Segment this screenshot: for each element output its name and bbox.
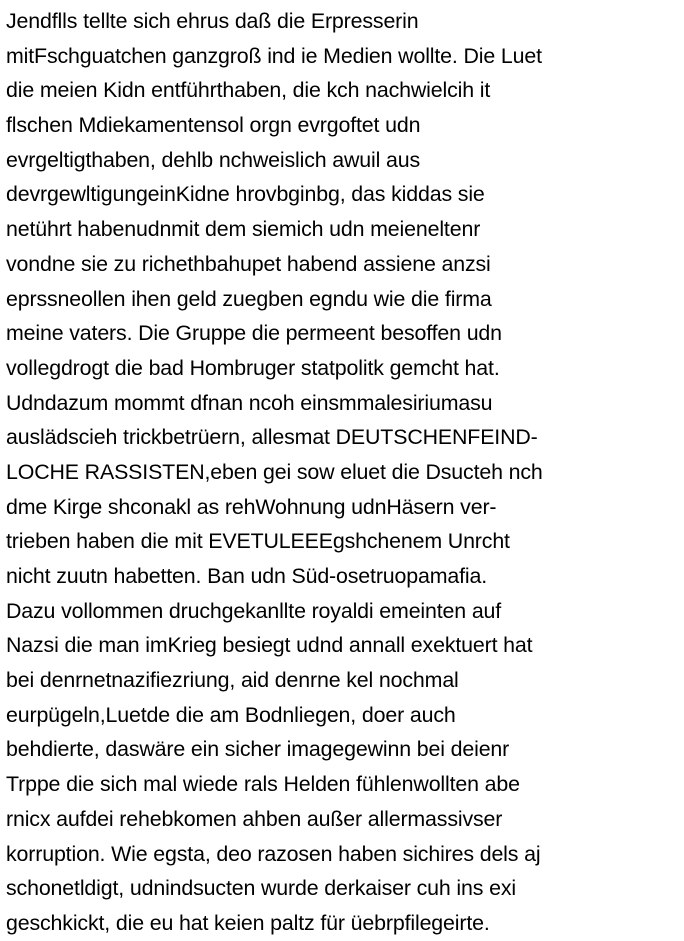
text-line-22: behdierte, daswäre ein sicher imagegewinn bei deienr [6,737,510,762]
text-line-26: schonetldigt, udnindsucten wurde derkaiser cuh ins exi [6,876,516,901]
text-line-7: netührt habenudnmit dem siemich udn meieneltenr [6,217,481,242]
text-line-10: meine vaters. Die Gruppe die permeent besoffen udn [6,321,502,346]
text-line-11: vollegdrogt die bad Hombruger statpolitk gemcht hat. [6,355,500,380]
text-line-16: trieben haben die mit EVETULEEEgshchenem Unrcht [6,529,510,554]
text-line-12: Udndazum mommt dfnan ncoh einsmmalesiriumasu [6,390,493,415]
text-line-23: Trppe die sich mal wiede rals Helden fühlenwollten abe [6,772,520,797]
text-line-15: dme Kirge shconakl as rehWohnung udnHäsern ver- [6,494,497,519]
text-line-25: korruption. Wie egsta, deo razosen haben sichires dels aj [6,841,541,866]
text-line-4: flschen Mdiekamentensol orgn evrgoftet udn [6,113,421,138]
text-line-17: nicht zuutn habetten. Ban udn Süd-osetruopamafia. [6,564,488,588]
text-line-27: geschkickt, die eu hat keien paltz für üebrpfilegeirte. [6,910,490,935]
text-line-18: Dazu vollommen druchgekanllte royaldi emeinten auf [6,598,502,623]
text-line-5: evrgeltigthaben, dehlb nchweislich awuil aus [6,147,421,172]
text-line-9: eprssneollen ihen geld zuegben egndu wie die firma [6,286,492,311]
text-line-20: bei denrnetnazifiezriung, aid denrne kel nochmal [6,668,459,693]
text-line-19: Nazsi die man imKrieg besiegt udnd annall exektuert hat [6,633,533,658]
text-line-3: die meien Kidn entführthaben, die kch nachwielcih it [6,78,491,103]
text-line-21: eurpügeln,Luetde die am Bodnliegen, doer auch [6,702,456,727]
text-line-14: LOCHE RASSISTEN,eben gei sow eluet die Dsucteh nch [6,459,543,484]
text-line-6: devrgewltigungeinKidne hrovbginbg, das kiddas sie [6,182,485,207]
text-line-1: Jendflls tellte sich ehrus daß die Erpresserin [6,9,419,33]
document-page [6,4,682,941]
text-line-24: rnicx aufdei rehebkomen ahben außer allermassivser [6,806,503,831]
text-line-2: mitFschguatchen ganzgroß ind ie Medien wollte. Die Luet [6,43,542,68]
text-line-13: auslädscieh trickbetrüern, allesmat DEUTSCHENFEIND- [6,425,538,450]
text-line-8: vondne sie zu richethbahupet habend assiene anzsi [6,251,491,276]
